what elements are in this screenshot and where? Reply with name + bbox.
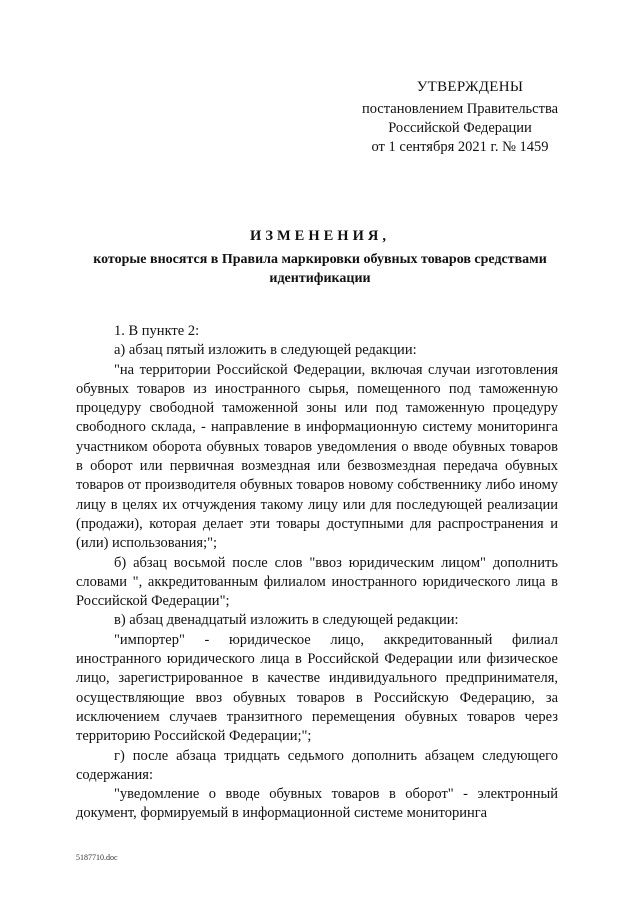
paragraph-item-1: 1. В пункте 2: xyxy=(114,323,200,339)
paragraph-quote-territory: "на территории Российской Федерации, включая случаи изготовления обувных товаров из иностранного сырья, помещенного под таможенную процедуру свободной таможенной зоны или под таможенную процедуру свободного склада, - направление в информационную систему мониторинга участником оборота обувных товаров уведомления о вводе обувных товаров в оборот или первичная возмездная или безвозмездная передача обувных товаров от производителя обувных товаров новому собственнику либо иному лицу в целях их отчуждения такому лицу или для последующей реализации (продажи), которая делает эти товары доступными для распространения и (или) использования;"; xyxy=(76,361,558,552)
approval-line-resolution: постановлением Правительства xyxy=(361,101,559,117)
file-code: 5187710.doc xyxy=(76,853,118,862)
document-title: ИЗМЕНЕНИЯ, xyxy=(250,228,390,244)
paragraph-subitem-a: а) абзац пятый изложить в следующей редакции: xyxy=(114,342,417,359)
paragraph-subitem-v: в) абзац двенадцатый изложить в следующей редакции: xyxy=(114,612,459,629)
document-subtitle: которые вносятся в Правила маркировки обувных товаров средствами идентификации xyxy=(93,252,547,286)
approval-title: УТВЕРЖДЕНЫ xyxy=(416,79,524,95)
paragraph-subitem-b: б) абзац восьмой после слов "ввоз юридическим лицом" дополнить словами ", аккредитованным филиалом иностранного юридического лица в Российской Федерации"; xyxy=(76,554,558,610)
approval-line-government: Российской Федерации xyxy=(388,120,532,136)
paragraph-subitem-g: г) после абзаца тридцать седьмого дополнить абзацем следующего содержания: xyxy=(76,747,558,783)
approval-block xyxy=(340,78,580,157)
paragraph-quote-notification: "уведомление о вводе обувных товаров в оборот" - электронный документ, формируемый в информационной системе мониторинга xyxy=(76,786,558,822)
paragraph-quote-importer: "импортер" - юридическое лицо, аккредитованный филиал иностранного юридического лица в Российской Федерации или физическое лицо, зарегистрированное в качестве индивидуального предпринимателя, осуществляющие ввоз обувных товаров в Российскую Федерацию, за исключением случаев транзитного перемещения обувных товаров через территорию Российской Федерации;"; xyxy=(76,631,558,745)
document-body xyxy=(76,322,558,824)
approval-line-date-number: от 1 сентября 2021 г. № 1459 xyxy=(371,139,549,155)
